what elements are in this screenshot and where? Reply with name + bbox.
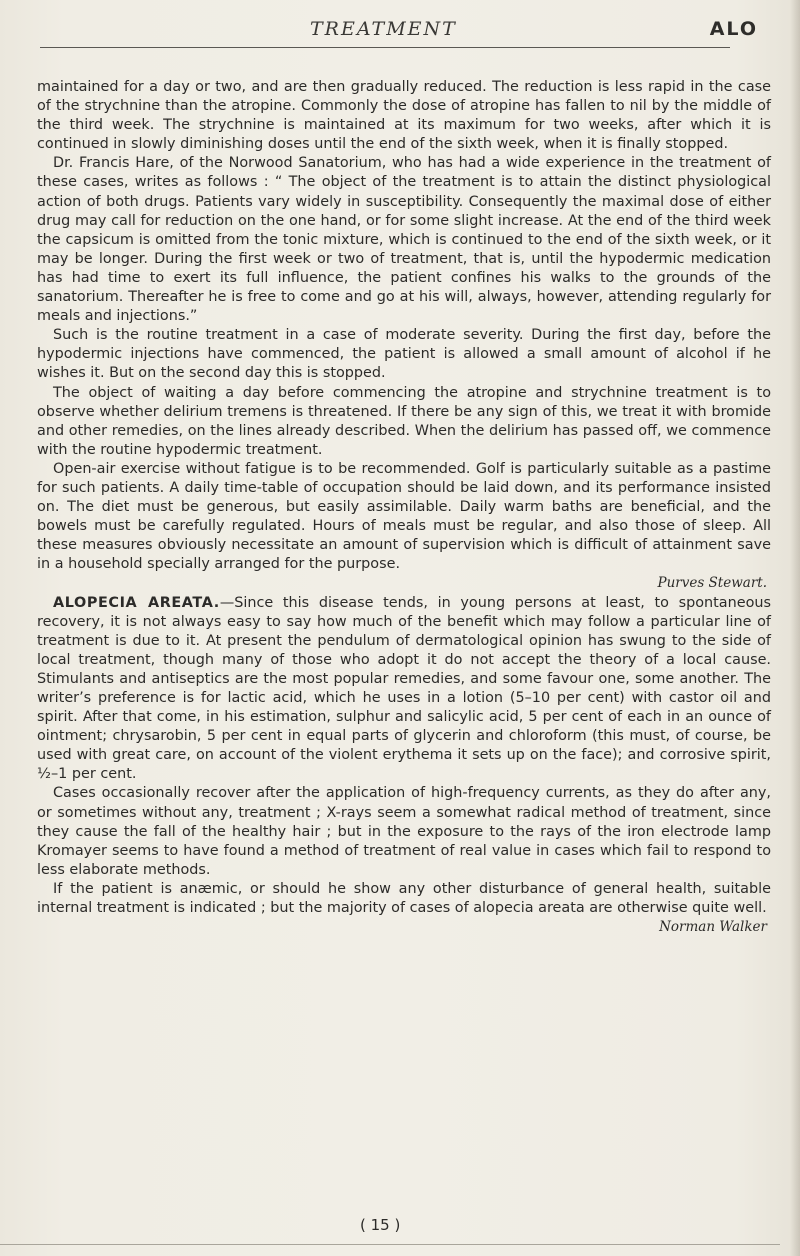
header-rule (40, 47, 730, 48)
page-number: ( 15 ) (360, 1216, 401, 1234)
paragraph-alopecia-text: —Since this disease tends, in young persons at least, to spontaneous recovery, it is not always easy to say how much of the benefit which may follow a particular line of treatment is due to it. At present the pendulum of dermatological opinion has swung to the side of local treatment, though many of those who adopt it do not accept the theory of a local cause. Stimulants and antiseptics are the most popular remedies, and some favour one, some another. The writer’s preference is for lactic acid, which he uses in a lotion (5–10 per cent) with castor oil and spirit. After that come, in his estimation, sulphur and salicylic acid, 5 per cent of each in an ounce of ointment; chrysarobin, 5 per cent in equal parts of glycerin and chloroform (this must, of course, be used with great care, on account of the violent erythema it sets up on the face); and corrosive spirit, ½–1 per cent. (37, 594, 771, 783)
section-heading: ALOPECIA AREATA. (53, 594, 220, 611)
paragraph-closing-text: If the patient is anæmic, or should he show any other disturbance of general health, suitable internal treatment is indicated ; but the majority of cases of alopecia areata are otherwise quite well. (37, 880, 771, 917)
paragraph-routine: Such is the routine treatment in a case of moderate severity. During the first day, before the hypodermic injections have commenced, the patient is allowed a small amount of alcohol if he wishes it. But on the second day this is stopped. (37, 327, 771, 382)
author-signature-stewart: Purves Stewart. (657, 575, 767, 592)
bottom-rule (0, 1244, 780, 1245)
page-header (40, 12, 770, 56)
paragraph-waiting: The object of waiting a day before commencing the atropine and strychnine treatment is to observe whether delirium tremens is threatened. If there be any sign of this, we treat it with bromide and other remedies, on the lines already described. When the delirium has passed off, we commence with the routine hypodermic treatment. (37, 384, 771, 458)
author-signature-walker: Norman Walker (659, 919, 767, 936)
paragraph-closing (37, 880, 771, 936)
paragraph-alopecia (37, 594, 771, 785)
paragraph-hare-quote: Dr. Francis Hare, of the Norwood Sanatorium, who has had a wide experience in the treatment of these cases, writes as follows : “ The object of the treatment is to attain the distinct physiological action of both drugs. Patients vary widely in susceptibility. Consequently the maximal dose of either drug may call for reduction on the one hand, or for some slight increase. At the end of the third week the capsicum is omitted from the tonic mixture, which is continued to the end of the sixth week, or it may be longer. During the first week or two of treatment, that is, until the hypodermic medication has had time to exert its full influence, the patient confines his walks to the grounds of the sanatorium. Thereafter he is free to come and go at his will, always, however, attending regularly for meals and injections.” (37, 155, 771, 325)
section-code: ALO (709, 18, 758, 40)
page-edge-shadow (790, 0, 800, 1256)
paragraph-continuation: maintained for a day or two, and are then gradually reduced. The reduction is less rapid in the case of the strychnine than the atropine. Commonly the dose of atropine has fallen to nil by the middle of the third week. The strychnine is maintained at its maximum for two weeks, after which it is continued in slowly diminishing doses until the end of the sixth week, when it is finally stopped. (37, 79, 771, 153)
paragraph-high-frequency: Cases occasionally recover after the application of high-frequency currents, as they do after any, or sometimes without any, treatment ; X-rays seem a somewhat radical method of treatment, since they cause the fall of the healthy hair ; but in the exposure to the rays of the iron electrode lamp Kromayer seems to have found a method of treatment of real value in cases which fail to respond to less elaborate methods. (37, 785, 771, 878)
running-title: TREATMENT (310, 18, 457, 40)
paragraph-exercise: Open-air exercise without fatigue is to be recommended. Golf is particularly suitable as a pastime for such patients. A daily time-table of occupation should be laid down, and its performance insisted on. The diet must be generous, but easily assimilable. Daily warm baths are beneficial, and the bowels must be carefully regulated. Hours of meals must be regular, and also those of sleep. All these measures obviously necessitate an amount of supervision which is difficult of attainment save in a household specially arranged for the purpose. (37, 460, 771, 573)
body-text (37, 78, 771, 937)
